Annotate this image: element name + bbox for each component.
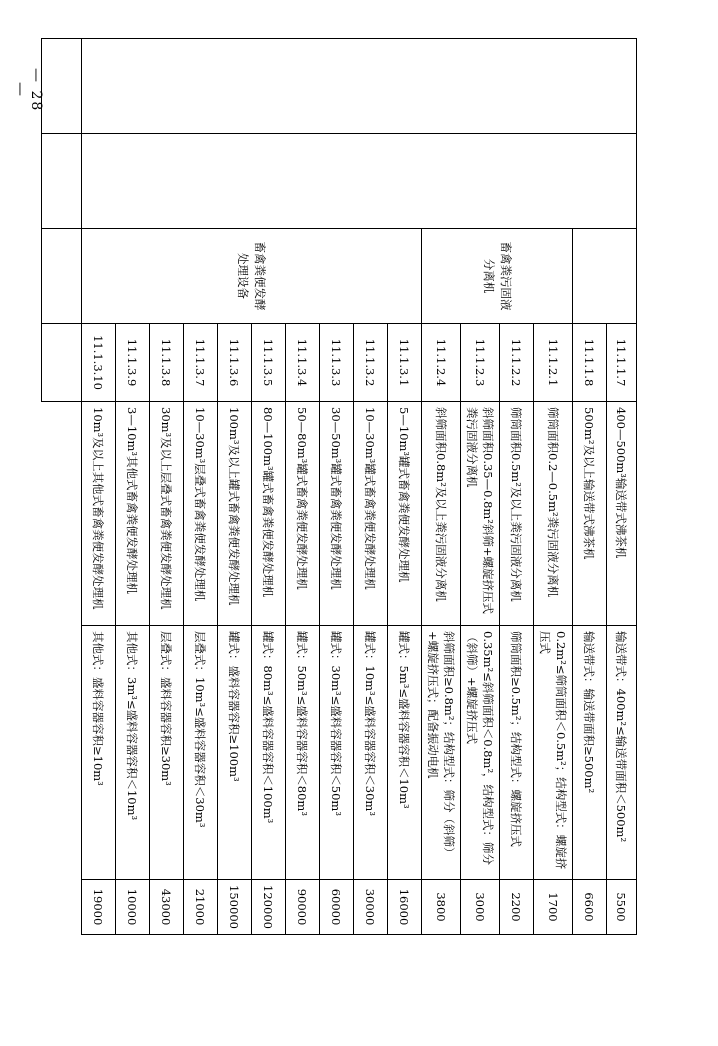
rotated-table-container (92, 38, 637, 934)
item-code: 11.1.3.8 (150, 324, 184, 402)
category-empty-cell (573, 229, 637, 324)
item-spec: 罐式：50m³≤盛料容器容积＜80m³ (286, 626, 320, 880)
subsidy-amount: 1700 (534, 880, 573, 935)
item-spec: 层叠式：盛料容器容积≥30m³ (150, 626, 184, 880)
subsidy-amount: 3000 (461, 880, 500, 935)
subsidy-amount: 60000 (320, 880, 354, 935)
item-spec: 其他式：3m³≤盛料容器容积＜10m³ (116, 626, 150, 880)
item-spec: 输送带式：400m²≤输送带面积＜500m² (607, 626, 637, 880)
item-code: 11.1.3.2 (354, 324, 388, 402)
subsidy-amount: 43000 (150, 880, 184, 935)
item-name: 30m³及以上层叠式畜禽粪便发酵处理机 (150, 402, 184, 626)
table-row (42, 39, 82, 935)
item-spec: 罐式：30m³≤盛料容器容积＜50m³ (320, 626, 354, 880)
item-name: 3—10m³其他式畜禽粪便发酵处理机 (116, 402, 150, 626)
item-code: 11.1.2.3 (461, 324, 500, 402)
category-cell: 畜禽粪便发酵处理设备 (82, 229, 422, 324)
subsidy-amount: 150000 (218, 880, 252, 935)
item-code: 11.1.2.4 (422, 324, 461, 402)
item-name: 10—30m³层叠式畜禽粪便发酵处理机 (184, 402, 218, 626)
item-name: 筛筒面积0.2—0.5m²粪污固液分离机 (534, 402, 573, 626)
item-name: 斜筛面积0.35—0.8m²斜筛+螺旋挤压式粪污固液分离机 (461, 402, 500, 626)
item-spec: 层叠式：10m³≤盛料容器容积＜30m³ (184, 626, 218, 880)
item-spec: 输送带式：输送带面积≥500m² (573, 626, 607, 880)
subsidy-amount: 5500 (607, 880, 637, 935)
item-name: 5—10m³罐式畜禽粪便发酵处理机 (388, 402, 422, 626)
item-name: 500m²及以上输送带式沸茶机 (573, 402, 607, 626)
item-spec: 其他式：盛料容器容积≥10m³ (82, 626, 116, 880)
blank-cell (82, 39, 637, 134)
subsidy-amount: 3800 (422, 880, 461, 935)
category-cell: 畜禽粪污固液分离机 (422, 229, 573, 324)
subsidy-amount: 21000 (184, 880, 218, 935)
blank-cell (42, 39, 82, 134)
subsidy-amount: 30000 (354, 880, 388, 935)
item-name: 100m³及以上罐式畜禽粪便发酵处理机 (218, 402, 252, 626)
item-name: 筛筒面积0.5m²及以上粪污固液分离机 (500, 402, 534, 626)
blank-cell (42, 229, 82, 324)
blank-cell (42, 134, 82, 229)
subsidy-amount: 16000 (388, 880, 422, 935)
item-code: 11.1.2.1 (534, 324, 573, 402)
item-code: 11.1.3.6 (218, 324, 252, 402)
item-name: 50—80m³罐式畜禽粪便发酵处理机 (286, 402, 320, 626)
item-spec: 罐式：80m³≤盛料容器容积＜100m³ (252, 626, 286, 880)
table-row (607, 39, 637, 935)
subsidy-amount: 2200 (500, 880, 534, 935)
item-spec: 0.35m²≤斜筛面积＜0.8m²，结构型式：筛分（斜筛）+螺旋挤压式 (461, 626, 500, 880)
item-code: 11.1.2.2 (500, 324, 534, 402)
item-spec: 斜筛面积≥0.8m²；结构型式：筛分（斜筛）+螺旋挤压式；配备振动电机 (422, 626, 461, 880)
item-code: 11.1.3.7 (184, 324, 218, 402)
item-name: 400—500m³输送带式沸茶机 (607, 402, 637, 626)
item-code: 11.1.1.8 (573, 324, 607, 402)
item-spec: 筛筒面积≥0.5m²；结构型式：螺旋挤压式 (500, 626, 534, 880)
item-code: 11.1.3.10 (82, 324, 116, 402)
item-spec: 0.2m²≤筛筒面积＜0.5m²；结构型式：螺旋挤压式 (534, 626, 573, 880)
item-spec: 罐式：10m³≤盛料容器容积＜30m³ (354, 626, 388, 880)
subsidy-amount: 19000 (82, 880, 116, 935)
item-name: 30—50m³罐式畜禽粪便发酵处理机 (320, 402, 354, 626)
item-code: 11.1.3.9 (116, 324, 150, 402)
item-name: 80—100m³罐式畜禽粪便发酵处理机 (252, 402, 286, 626)
item-code: 11.1.1.7 (607, 324, 637, 402)
item-name: 10m³及以上其他式畜禽粪便发酵处理机 (82, 402, 116, 626)
item-name: 10—30m³罐式畜禽粪便发酵处理机 (354, 402, 388, 626)
item-code: 11.1.3.5 (252, 324, 286, 402)
item-spec: 罐式：盛料容器容积≥100m³ (218, 626, 252, 880)
subsidy-table (41, 38, 637, 935)
blank-cell (42, 324, 82, 402)
item-spec: 罐式：5m³≤盛料容器容积＜10m³ (388, 626, 422, 880)
item-code: 11.1.3.3 (320, 324, 354, 402)
subsidy-amount: 120000 (252, 880, 286, 935)
item-name: 斜筛面积0.8m²及以上粪污固液分离机 (422, 402, 461, 626)
blank-cell (82, 134, 637, 229)
subsidy-amount: 90000 (286, 880, 320, 935)
subsidy-amount: 10000 (116, 880, 150, 935)
item-code: 11.1.3.1 (388, 324, 422, 402)
subsidy-amount: 6600 (573, 880, 607, 935)
page-number: — 28 — (12, 67, 44, 113)
item-code: 11.1.3.4 (286, 324, 320, 402)
